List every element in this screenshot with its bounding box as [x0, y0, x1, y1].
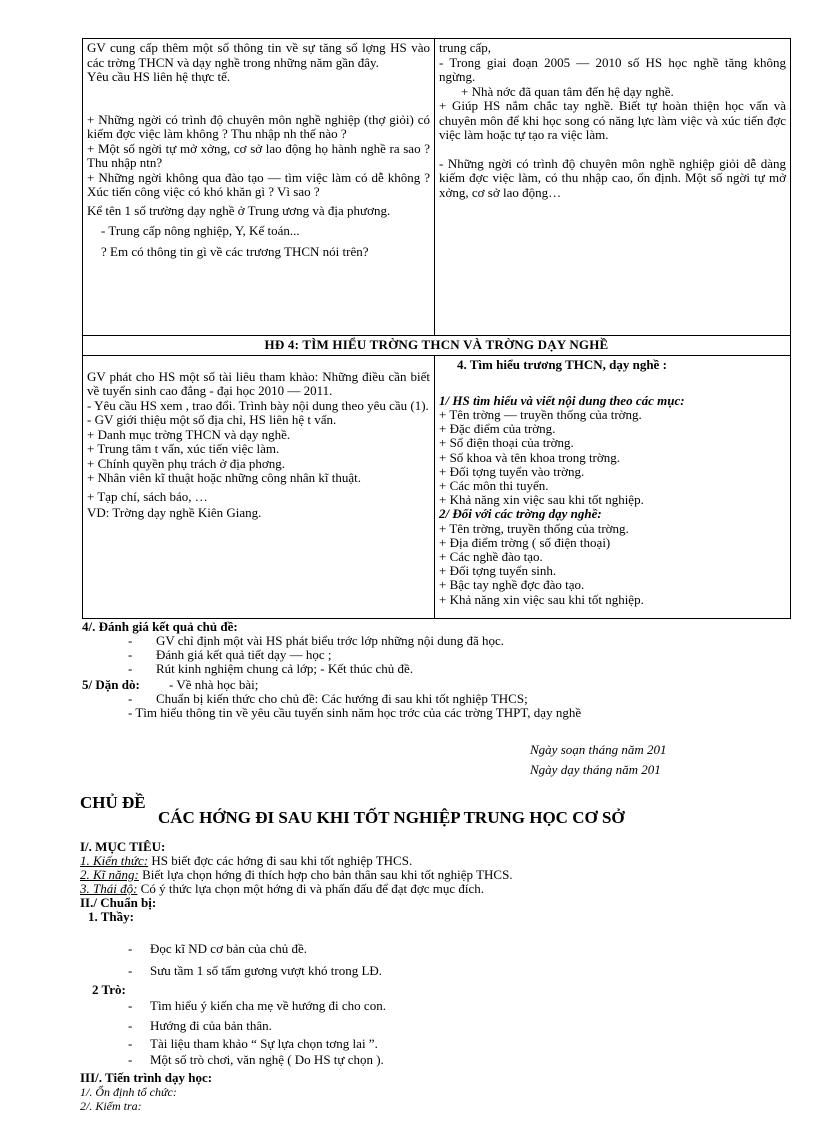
date-taught: Ngày dạy tháng năm 201	[530, 762, 661, 777]
list-item: + Các môn thi tuyển.	[439, 477, 549, 493]
list-item: Tìm hiểu ý kiến cha mẹ về hướng đi cho con.	[150, 998, 386, 1013]
table-cell-right	[435, 355, 791, 618]
list-item: - Về nhà học bài;	[169, 677, 259, 692]
list-item: + Đối tợng tuyển vào trờng.	[439, 463, 585, 479]
assessment-heading: 4/. Đánh giá kết quả chủ đề:	[82, 619, 238, 634]
list-item: Sưu tầm 1 số tấm gương vượt khó trong LĐ.	[150, 963, 383, 978]
text-line: + Nhà nớc đã quan tâm đến hệ dạy nghề.	[461, 83, 674, 99]
text-line: ? Em có thông tin gì về các trương THCN nói trên?	[101, 244, 369, 259]
table-row	[83, 355, 791, 618]
process-item: 2/. Kiểm tra:	[80, 1099, 142, 1113]
text-line: + Giúp HS nắm chắc tay nghề. Biết tự hoàn thiện học vấn và chuyên môn để khi học song có năng lực làm việc và xúc tiến đợc việc làm hoặc tự tạo ra việc làm.	[439, 98, 786, 142]
text-line: - GV giới thiệu một số địa chỉ, HS liên hệ t vấn.	[87, 412, 337, 427]
topic-label: CHỦ ĐỀ	[80, 793, 146, 812]
subsection-title: 1/ HS tìm hiểu và viết nội dung theo các mục:	[439, 392, 685, 408]
objective-label: 1. Kiến thức:	[80, 853, 149, 868]
table-row	[83, 336, 791, 356]
text-line: - Yêu cầu HS xem , trao đổi. Trình bày nội dung theo yêu cầu (1).	[87, 397, 429, 413]
text-line: Yêu cầu HS liên hệ thực tế.	[87, 69, 231, 84]
list-item: Đọc kĩ ND cơ bản của chủ đề.	[150, 941, 308, 956]
text-line: GV cung cấp thêm một số thông tin về sự tăng số lợng HS vào các trờng THCN và dạy nghề trong những năm gần đây.	[87, 40, 430, 70]
list-item: + Tên trờng, truyền thống của trờng.	[439, 520, 629, 536]
objective-text: Có ý thức lựa chọn một hớng đi và phấn đấu để đạt đợc mục đích.	[140, 881, 485, 896]
text-line: + Một số ngời tự mở xởng, cơ sở lao động họ hành nghề ra sao ? Thu nhập ntn?	[87, 140, 430, 170]
table-cell-left	[83, 39, 435, 336]
text-line: + Tạp chí, sách báo, …	[87, 488, 208, 504]
homework-heading: 5/ Dặn dò:	[82, 677, 140, 692]
list-item: + Đối tợng tuyển sinh.	[439, 563, 557, 579]
list-item: Rút kinh nghiệm chung cả lớp; - Kết thúc chủ đề.	[156, 661, 414, 676]
list-item: Hướng đi của bản thân.	[150, 1018, 272, 1033]
list-item: GV chỉ định một vài HS phát biểu trớc lớp những nội dung đã học.	[156, 633, 505, 648]
objectives-section	[80, 840, 513, 924]
process-item: 1/. Ổn định tổ chức:	[80, 1085, 177, 1099]
prep-heading: II./ Chuẩn bị:	[80, 895, 157, 910]
section-header: HĐ 4: TÌM HIỂU TRỜNG THCN VÀ TRỜNG DẠY NGHỀ	[83, 336, 791, 356]
list-item: + Khả năng xin việc sau khi tốt nghiệp.	[439, 591, 644, 607]
objective-text: HS biết đợc các hớng đi sau khi tốt nghiệp THCS.	[151, 853, 413, 868]
assessment-section: 4/. Đánh giá kết quả chủ đề: - GV chỉ định một vài HS phát biểu trớc lớp những nội dung đã học. - Đánh giá kết quả tiết dạy — học ; - Rút kinh nghiệm chung cả lớp; - Kết thúc chủ đề. 5/ Dặn dò: - Về nhà học bài; - Chuẩn bị kiến thức cho chủ đề: Các hướng đi sau khi tốt nghiệp THCS; - Tìm hiểu thông tin về yêu cầu tuyển sinh năm học trớc của các trờng THPT, dạy nghề	[82, 620, 802, 720]
list-item: + Bậc tay nghề đợc đào tạo.	[439, 577, 585, 593]
text-line: GV phát cho HS một số tài liêu tham khảo: Những điều cần biết về tuyển sinh cao đẳng - đại học 2010 — 2011.	[87, 368, 430, 398]
student-list: - Tìm hiểu ý kiến cha mẹ về hướng đi cho con. - Hướng đi của bản thân. - Tài liệu tham khảo “ Sự lựa chọn tơng lai ”. - Một số trò chơi, văn nghệ ( Do HS tự chọn ).	[128, 998, 386, 1067]
objective-label: 3. Thái độ:	[80, 881, 138, 896]
table-cell-left	[83, 355, 435, 618]
list-item: + Các nghề đào tạo.	[439, 548, 543, 564]
list-2	[439, 522, 786, 607]
text-line: VD: Trờng dạy nghề Kiên Giang.	[87, 505, 262, 520]
prep-teacher: 1. Thầy:	[88, 909, 134, 924]
list-item: + Số điện thoại của trờng.	[439, 435, 574, 451]
list-item: Một số trò chơi, văn nghệ ( Do HS tự chọn ).	[150, 1052, 384, 1067]
teacher-list: - Đọc kĩ ND cơ bản của chủ đề. - Sưu tầm 1 số tấm gương vượt khó trong LĐ.	[128, 941, 383, 978]
text-line: + Trung tâm t vấn, xúc tiến việc làm.	[87, 441, 280, 456]
list-item: + Địa điểm trờng ( số điện thoại)	[439, 534, 611, 550]
text-line: + Danh mục trờng THCN và dạy nghề.	[87, 426, 291, 442]
process-section	[80, 1071, 212, 1113]
list-item: + Tên trờng — truyền thống của trờng.	[439, 406, 642, 422]
text-line: - Trung cấp nông nghiệp, Y, Kế toán...	[101, 222, 300, 238]
list-item: + Số khoa và tên khoa trong trờng.	[439, 449, 621, 465]
section-title: 4. Tìm hiểu trương THCN, dạy nghề :	[457, 356, 667, 372]
text-line: - Trong giai đoạn 2005 — 2010 số HS học nghề tăng không ngừng.	[439, 54, 786, 84]
table-cell-right	[435, 39, 791, 336]
list-1	[439, 408, 786, 507]
text-line: trung cấp,	[439, 40, 491, 55]
text-line: + Chính quyền phụ trách ở địa phơng.	[87, 455, 285, 471]
topic-title: CÁC HỚNG ĐI SAU KHI TỐT NGHIỆP TRUNG HỌC CƠ SỞ	[158, 808, 625, 827]
text-line: - Những ngời có trình độ chuyên môn nghề nghiệp giỏi dễ dàng kiếm đợc việc làm, có thu nhập cao, ổn định. Một số ngời tự mở xởng, cơ sở lao động…	[439, 155, 786, 200]
list-item: Đánh giá kết quả tiết dạy — học ;	[156, 647, 332, 662]
subsection-title: 2/ Đối với các trờng dạy nghề:	[439, 506, 602, 522]
objectives-heading: I/. MỤC TIÊU:	[80, 839, 166, 854]
process-heading: III/. Tiến trình dạy học:	[80, 1070, 213, 1085]
prep-student: 2 Trò:	[92, 982, 126, 997]
date-prepared: Ngày soạn tháng năm 201	[530, 742, 667, 757]
table-row	[83, 39, 791, 336]
text-line: + Nhân viên kĩ thuật hoặc những công nhân kĩ thuật.	[87, 470, 361, 485]
list-item: + Khả năng xin việc sau khi tốt nghiệp.	[439, 492, 644, 508]
text-line: + Những ngời có trình độ chuyên môn nghề nghiệp (thợ giỏi) có kiếm đợc việc làm không ? Thu nhập nh thế nào ?	[87, 111, 430, 141]
list-item: Chuẩn bị kiến thức cho chủ đề: Các hướng đi sau khi tốt nghiệp THCS;	[156, 691, 528, 706]
objective-label: 2. Kĩ năng:	[80, 867, 139, 882]
list-item: Tài liệu tham khảo “ Sự lựa chọn tơng lai ”.	[150, 1036, 378, 1051]
text-line: Kể tên 1 số trường dạy nghề ở Trung ương và địa phương.	[87, 202, 391, 218]
objective-text: Biết lựa chọn hớng đi thích hợp cho bản thân sau khi tốt nghiệp THCS.	[142, 867, 513, 882]
lesson-table	[82, 38, 791, 619]
text-line: + Những ngời không qua đào tạo — tìm việc làm có dễ không ? Xúc tiến công việc có khó khăn gì ? Vì sao ?	[87, 169, 430, 199]
list-item: - Tìm hiểu thông tin về yêu cầu tuyển sinh năm học trớc của các trờng THPT, dạy nghề	[128, 705, 582, 720]
list-item: + Đặc điểm của trờng.	[439, 421, 556, 437]
